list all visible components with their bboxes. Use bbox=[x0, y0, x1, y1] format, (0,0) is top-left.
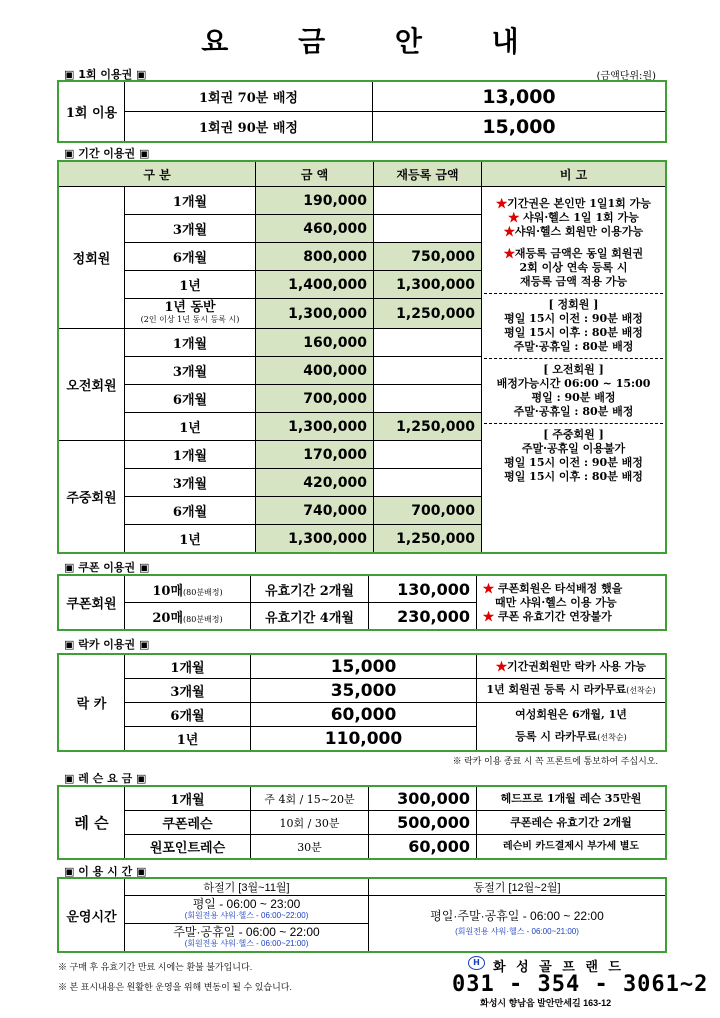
locker-period: 1년 bbox=[125, 727, 251, 751]
period-label: 1개월 bbox=[125, 329, 256, 357]
coupon-price: 230,000 bbox=[369, 603, 477, 630]
group-name: 정회원 bbox=[59, 187, 125, 329]
remarks-cell bbox=[482, 187, 666, 553]
locker-label: 락 카 bbox=[59, 655, 125, 751]
period-re bbox=[374, 441, 482, 469]
period-label: 6개월 bbox=[125, 497, 256, 525]
locker-period: 3개월 bbox=[125, 679, 251, 703]
lesson-note: 쿠폰레슨 유효기간 2개월 bbox=[477, 811, 666, 835]
locker-note: 기간권회원만 락카 사용 가능 bbox=[507, 659, 646, 673]
winter-hours-note: (회원전용 샤워·헬스 - 06:00~21:00) bbox=[455, 926, 579, 936]
period-label: 1년 동반 bbox=[164, 299, 216, 315]
address: 화성시 향남읍 발안만세길 163-12 bbox=[480, 998, 612, 1008]
winter-hours: 평일·주말·공휴일 - 06:00 ~ 22:00 bbox=[430, 908, 604, 923]
group-name: 주중회원 bbox=[59, 441, 125, 553]
remark-text: 주말·공휴일 이용불가 bbox=[521, 442, 626, 455]
remark-text: 평일 15시 이후 : 80분 배정 bbox=[504, 326, 643, 339]
period-label: 1개월 bbox=[125, 441, 256, 469]
locker-note: 여성회원은 6개월, 1년 bbox=[515, 708, 627, 721]
period-re bbox=[374, 385, 482, 413]
period-price: 700,000 bbox=[256, 385, 374, 413]
header-remarks: 비 고 bbox=[482, 162, 666, 187]
section-heading-lesson: ▣ 레 슨 요 금 ▣ bbox=[64, 772, 147, 785]
lesson-price: 300,000 bbox=[369, 787, 477, 811]
period-price: 160,000 bbox=[256, 329, 374, 357]
star-icon: ★ bbox=[483, 609, 494, 623]
section-heading-coupon: ▣ 쿠폰 이용권 ▣ bbox=[64, 561, 150, 574]
summer-weekend: 주말·공휴일 - 06:00 ~ 22:00 bbox=[173, 924, 320, 939]
locker-price: 35,000 bbox=[251, 679, 477, 703]
group-name: 오전회원 bbox=[59, 329, 125, 441]
lesson-detail: 10회 / 30분 bbox=[251, 811, 369, 835]
summer-weekend-note: (회원전용 샤워·헬스 - 06:00~21:00) bbox=[184, 938, 309, 948]
coupon-label: 쿠폰회원 bbox=[59, 576, 125, 630]
period-re bbox=[374, 187, 482, 215]
period-re: 1,250,000 bbox=[374, 525, 482, 553]
divider bbox=[484, 293, 663, 294]
locker-period: 6개월 bbox=[125, 703, 251, 727]
period-price: 800,000 bbox=[256, 243, 374, 271]
page-title: 요 금 안 내 bbox=[201, 25, 549, 58]
star-icon: ★ bbox=[496, 197, 508, 210]
remark-text: 재등록 금액 적용 가능 bbox=[519, 275, 628, 288]
period-label: 6개월 bbox=[125, 243, 256, 271]
lesson-note: 레슨비 카드결제시 부가세 별도 bbox=[477, 835, 666, 859]
period-re: 1,300,000 bbox=[374, 271, 482, 299]
period-label: 3개월 bbox=[125, 215, 256, 243]
period-re: 700,000 bbox=[374, 497, 482, 525]
locker-price: 60,000 bbox=[251, 703, 477, 727]
section-heading-locker: ▣ 락카 이용권 ▣ bbox=[64, 638, 150, 651]
period-re: 1,250,000 bbox=[374, 299, 482, 329]
lesson-name: 쿠폰레슨 bbox=[125, 811, 251, 835]
period-re bbox=[374, 469, 482, 497]
period-price: 420,000 bbox=[256, 469, 374, 497]
period-label: 1년 bbox=[125, 271, 256, 299]
unit-note: (금액단위:원) bbox=[596, 71, 656, 82]
period-price: 400,000 bbox=[256, 357, 374, 385]
remark-text: 주말·공휴일 : 80분 배정 bbox=[513, 340, 634, 353]
star-icon: ★ bbox=[508, 211, 520, 224]
footer-note: ※ 본 표시내용은 원활한 운영을 위해 변동이 될 수 있습니다. bbox=[58, 982, 292, 992]
brand-logo-icon: H bbox=[468, 956, 485, 970]
remark-text: 평일 15시 이전 : 90분 배정 bbox=[504, 312, 643, 325]
period-re: 1,250,000 bbox=[374, 413, 482, 441]
period-price: 1,400,000 bbox=[256, 271, 374, 299]
lesson-note: 헤드프로 1개월 레슨 35만원 bbox=[477, 787, 666, 811]
summer-heading: 하절기 [3월~11월] bbox=[125, 879, 369, 896]
coupon-price: 130,000 bbox=[369, 576, 477, 603]
period-re: 750,000 bbox=[374, 243, 482, 271]
single-price: 13,000 bbox=[373, 82, 666, 112]
winter-heading: 동절기 [12월~2월] bbox=[369, 879, 666, 896]
divider bbox=[484, 423, 663, 424]
lesson-price: 60,000 bbox=[369, 835, 477, 859]
remark-text: 2회 이상 연속 등록 시 bbox=[519, 261, 628, 274]
header-category: 구 분 bbox=[59, 162, 256, 187]
lesson-name: 원포인트레슨 bbox=[125, 835, 251, 859]
remark-text: 평일 : 90분 배정 bbox=[531, 391, 616, 404]
lesson-detail: 주 4회 / 15~20분 bbox=[251, 787, 369, 811]
header-reregister: 재등록 금액 bbox=[374, 162, 482, 187]
remark-text: 기간권은 본인만 1일1회 가능 bbox=[507, 197, 651, 210]
remark-text: 주말·공휴일 : 80분 배정 bbox=[513, 405, 634, 418]
coupon-sub: (80분배정) bbox=[183, 614, 223, 624]
locker-note: 등록 시 라카무료 bbox=[515, 730, 598, 743]
period-price: 1,300,000 bbox=[256, 413, 374, 441]
single-label: 1회 이용 bbox=[59, 82, 125, 142]
locker-period: 1개월 bbox=[125, 655, 251, 679]
locker-price: 15,000 bbox=[251, 655, 477, 679]
period-label: 1년 bbox=[125, 413, 256, 441]
lesson-label: 레 슨 bbox=[59, 787, 125, 859]
single-table bbox=[58, 81, 666, 142]
footer-note: ※ 구매 후 유효기간 만료 시에는 환불 불가입니다. bbox=[58, 962, 253, 972]
hours-label: 운영시간 bbox=[59, 879, 125, 952]
coupon-table bbox=[58, 575, 666, 630]
locker-note: 1년 회원권 등록 시 라카무료 bbox=[486, 683, 627, 696]
period-re bbox=[374, 215, 482, 243]
lesson-table bbox=[58, 786, 666, 859]
period-price: 460,000 bbox=[256, 215, 374, 243]
lesson-price: 500,000 bbox=[369, 811, 477, 835]
single-name: 1회권 90분 배정 bbox=[125, 112, 373, 142]
remark-text: [ 주중회원 ] bbox=[543, 428, 604, 441]
period-label: 6개월 bbox=[125, 385, 256, 413]
remark-text: 평일 15시 이후 : 80분 배정 bbox=[504, 470, 643, 483]
locker-note-sub: (선착순) bbox=[626, 686, 656, 695]
coupon-valid: 유효기간 4개월 bbox=[251, 603, 369, 630]
star-icon: ★ bbox=[503, 225, 515, 238]
remark-text: 샤워·헬스 1일 1회 가능 bbox=[523, 211, 639, 224]
star-icon: ★ bbox=[503, 247, 515, 260]
hours-table bbox=[58, 878, 666, 952]
remark-text: 평일 15시 이전 : 90분 배정 bbox=[504, 456, 643, 469]
section-heading-hours: ▣ 이 용 시 간 ▣ bbox=[64, 865, 147, 878]
period-price: 170,000 bbox=[256, 441, 374, 469]
section-heading-period: ▣ 기간 이용권 ▣ bbox=[64, 147, 150, 160]
period-label: 3개월 bbox=[125, 357, 256, 385]
phone-number: 031 - 354 - 3061~2 bbox=[452, 972, 709, 997]
remark-text: 배정가능시간 06:00 ~ 15:00 bbox=[496, 377, 651, 390]
coupon-note: 쿠폰 유효기간 연장불가 bbox=[497, 609, 612, 623]
coupon-note: 때만 샤워·헬스 이용 가능 bbox=[495, 595, 617, 609]
period-re bbox=[374, 357, 482, 385]
coupon-valid: 유효기간 2개월 bbox=[251, 576, 369, 603]
locker-footnote: ※ 락카 이용 종료 시 꼭 프론트에 통보하여 주십시오. bbox=[452, 756, 658, 766]
section-heading-single: ▣ 1회 이용권 ▣ bbox=[64, 68, 147, 81]
brand-name: 화 성 골 프 랜 드 bbox=[493, 960, 624, 975]
period-price: 740,000 bbox=[256, 497, 374, 525]
period-re bbox=[374, 329, 482, 357]
single-price: 15,000 bbox=[373, 112, 666, 142]
period-label: 3개월 bbox=[125, 469, 256, 497]
coupon-count: 10매 bbox=[152, 583, 184, 599]
lesson-detail: 30분 bbox=[251, 835, 369, 859]
star-icon: ★ bbox=[496, 659, 507, 673]
period-price: 1,300,000 bbox=[256, 525, 374, 553]
header-price: 금 액 bbox=[256, 162, 374, 187]
summer-weekday: 평일 - 06:00 ~ 23:00 bbox=[192, 896, 301, 911]
period-label: 1년 bbox=[125, 525, 256, 553]
period-sublabel: (2인 이상 1년 동시 등록 시) bbox=[140, 314, 240, 324]
remark-text: 재등록 금액은 동일 회원권 bbox=[514, 247, 644, 260]
period-price: 1,300,000 bbox=[256, 299, 374, 329]
period-table bbox=[58, 161, 666, 553]
lesson-name: 1개월 bbox=[125, 787, 251, 811]
coupon-note: 쿠폰회원은 타석배정 했을 bbox=[497, 581, 623, 595]
single-name: 1회권 70분 배정 bbox=[125, 82, 373, 112]
remark-text: [ 정회원 ] bbox=[548, 298, 599, 311]
period-label: 1개월 bbox=[125, 187, 256, 215]
locker-table bbox=[58, 654, 666, 751]
remark-text: [ 오전회원 ] bbox=[543, 363, 604, 376]
coupon-sub: (80분배정) bbox=[183, 587, 223, 597]
locker-price: 110,000 bbox=[251, 727, 477, 751]
divider bbox=[484, 358, 663, 359]
period-price: 190,000 bbox=[256, 187, 374, 215]
summer-weekday-note: (회원전용 샤워·헬스 - 06:00~22:00) bbox=[184, 910, 309, 920]
remark-text: 샤워·헬스 회원만 이용가능 bbox=[514, 225, 644, 238]
coupon-count: 20매 bbox=[152, 610, 184, 626]
locker-note-sub: (선착순) bbox=[597, 733, 627, 742]
star-icon: ★ bbox=[483, 581, 494, 595]
